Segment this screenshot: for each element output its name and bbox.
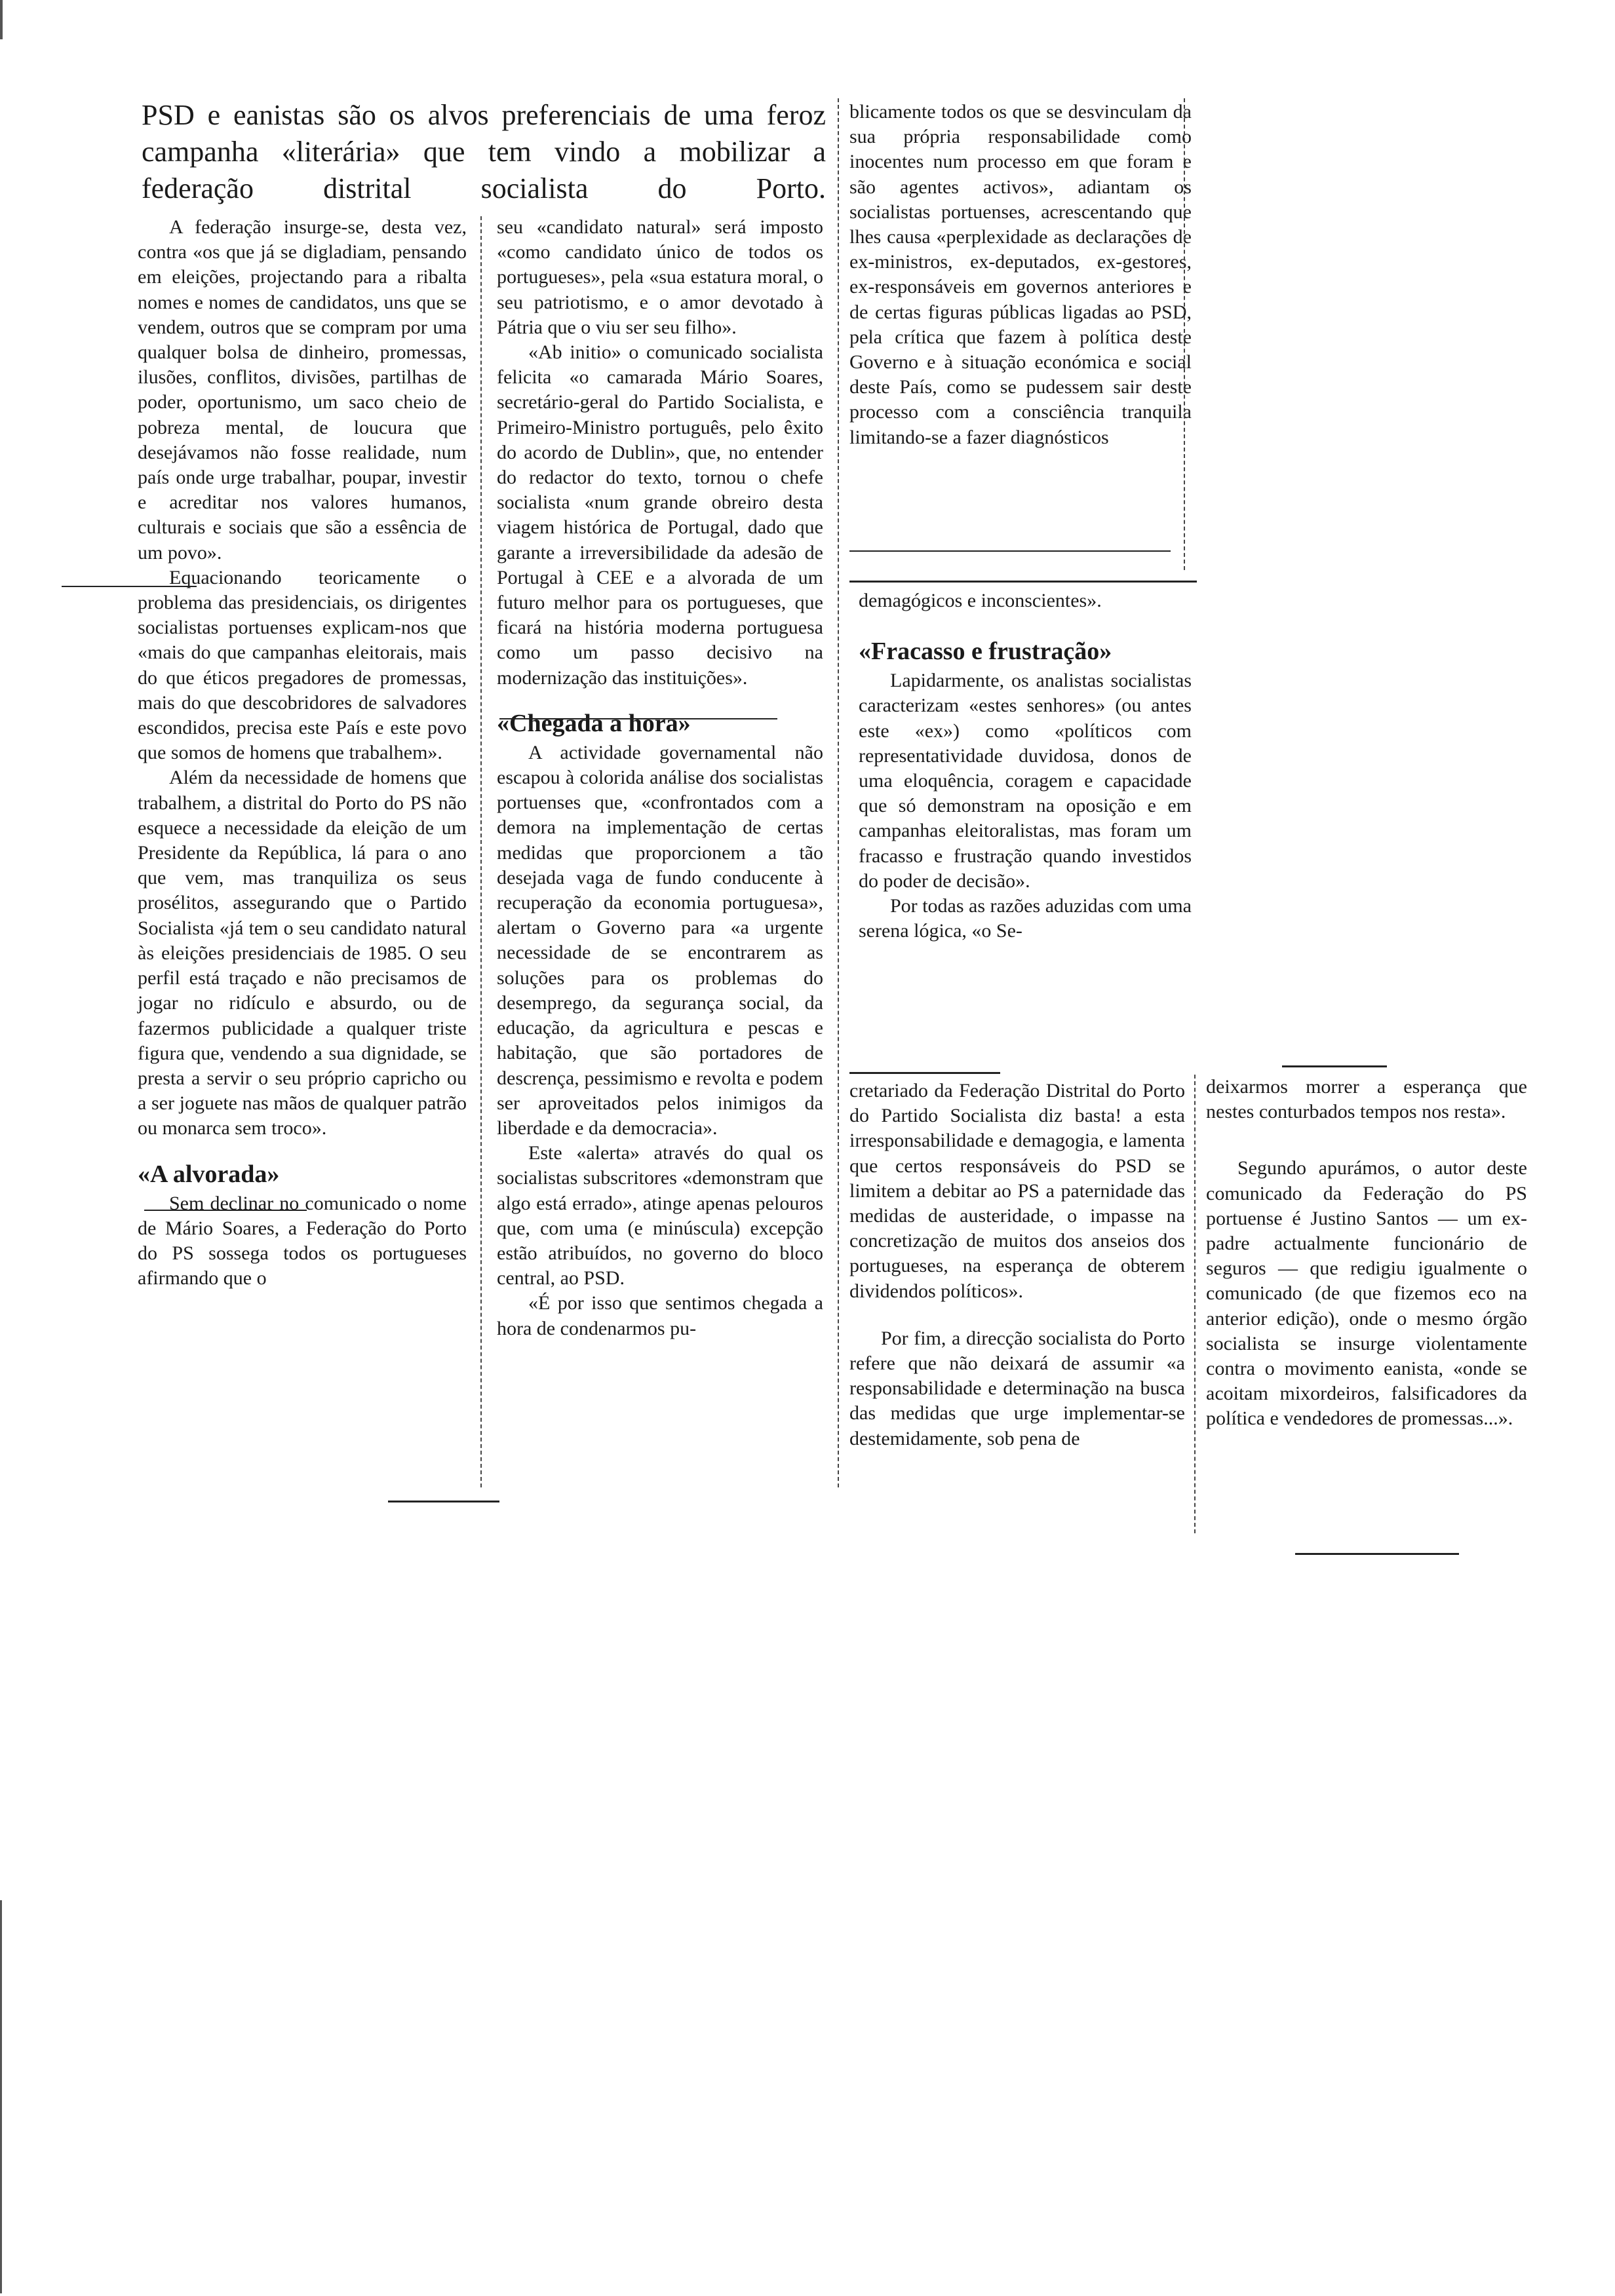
separator-rule <box>849 1072 1000 1074</box>
scan-edge-mark <box>0 0 3 39</box>
paragraph: A federação insurge-se, desta vez, contra «os que já se digladiam, pensando em eleições, projectando para a ribalta nomes e nomes de candidatos, uns que se vendem, outros que se compram por uma qualquer bolsa de dinheiro, promessas, ilusões, conflitos, divisões, partilhas de poder, oportunismo, um saco cheio de pobreza mental, de loucura que desejávamos não fosse realidade, num país onde urge trabalhar, poupar, investir e acreditar nos valores humanos, culturais e sociais que são a essência de um povo». <box>138 216 467 564</box>
paragraph: demagógicos e inconscientes». <box>859 590 1102 611</box>
article-column-3 <box>849 100 1192 450</box>
column-rule <box>1184 98 1185 570</box>
scan-edge-mark <box>0 1900 2 2293</box>
pen-underline-mark <box>62 586 197 587</box>
separator-rule <box>849 581 1197 583</box>
paragraph: Além da necessidade de homens que trabalhem, a distrital do Porto do PS não esquece a necessidade da eleição de um Presidente da República, lá para o ano que vem, mas tranquiliza os seus prosélitos, assegurando que o Partido Socialista «já tem o seu candidato natural às eleições presidenciais de 1985. O seu perfil está traçado e não precisamos de jogar no ridículo e absurdo, ou de fazermos publicidade a qualquer triste figura que, vendendo a sua dignidade, se presta a servir o seu próprio capricho ou a ser joguete nas mãos de qualquer patrão ou monarca sem troco». <box>138 767 467 1139</box>
paragraph: Este «alerta» através do qual os socialistas subscritores «demonstram que algo está errado», atinge apenas pelouros que, com uma (e minúscula) excepção estão atribuídos, no governo do bloco central, ao PSD. <box>497 1142 823 1290</box>
pen-underline-mark <box>849 550 1171 552</box>
separator-rule <box>388 1501 499 1502</box>
separator-rule <box>1282 1065 1387 1067</box>
headline: PSD e eanistas são os alvos preferenciais de uma feroz campanha «literária» que tem vindo a mobilizar a federação distrital socialista do Porto. <box>142 99 826 204</box>
paragraph: cretariado da Federação Distrital do Porto do Partido Socialista diz basta! a esta irresponsabilidade e demagogia, e lamenta que certos responsáveis do PSD se limitem a debitar ao PS a paternidade das medidas de austeridade, o impasse na concretização de muitos dos anseios dos portugueses, na esperança de obterem dividendos políticos». <box>849 1080 1185 1302</box>
paragraph: Equacionando teoricamente o problema das presidenciais, os dirigentes socialistas portuenses explicam-nos que «mais do que campanhas eleitorais, mais do que éticos pregadores de promessas, mais do que descobridores de salvadores escondidos, precisa este País e este povo que somos de homens que trabalhem». <box>138 566 467 764</box>
paragraph: Lapidarmente, os analistas socialistas caracterizam «estes senhores» (ou antes este «ex») como «políticos com representatividade duvidosa, donos de uma eloquência, coragem e capacidade que só demonstram na oposição e em campanhas eleitoralistas, mas foram um fracasso e frustração quando investidos do poder de decisão». <box>859 670 1192 892</box>
column-rule <box>838 98 839 1487</box>
paragraph: blicamente todos os que se desvinculam da sua própria responsabilidade como inocentes num processo em que foram e são agentes activos», adiantam os socialistas portuenses, acrescentando que lhes causa «perplexidade as declarações de ex-ministros, ex-deputados, ex-gestores, ex-responsáveis em governos anteriores e de certas figuras públicas ligadas ao PSD, pela crítica que fazem à política deste Governo e à situação económica e social deste País, como se pudessem sair deste processo com a consciência tranquila limitando-se a fazer diagnósticos <box>849 101 1192 448</box>
article-column-4 <box>1206 1075 1527 1432</box>
column-rule <box>480 216 482 1487</box>
paragraph: Segundo apurámos, o autor deste comunicado da Federação do PS portuense é Justino Santos — um ex-padre actualmente funcionário de seguros — que redigiu igualmente o comunicado (de que fizemos eco na anterior edição), onde o mesmo órgão socialista se insurge violentamente contra o movimento eanista, «onde se acoitam mixordeiros, falsificadores da política e vendedores de promessas...». <box>1206 1157 1527 1430</box>
subheading-chegada-a-hora: «Chegada a hora» <box>497 709 691 737</box>
paragraph: deixarmos morrer a esperança que nestes conturbados tempos nos resta». <box>1206 1076 1527 1123</box>
paragraph: «É por isso que sentimos chegada a hora de condenarmos pu- <box>497 1292 823 1339</box>
pen-underline-mark <box>144 1210 307 1211</box>
paragraph: Por todas as razões aduzidas com uma serena lógica, «o Se- <box>859 895 1192 942</box>
paragraph: Por fim, a direcção socialista do Porto refere que não deixará de assumir «a responsabilidade e determinação na busca das medidas que urge implementar-se destemidamente, sob pena de <box>849 1327 1185 1449</box>
pen-underline-mark <box>499 718 777 719</box>
article-column-2 <box>497 215 823 1341</box>
subheading-a-alvorada: «A alvorada» <box>138 1160 280 1188</box>
paragraph: Sem declinar no comunicado o nome de Mário Soares, a Federação do Porto do PS sossega todos os portugueses afirmando que o <box>138 1192 467 1290</box>
paragraph: «Ab initio» o comunicado socialista felicita «o camarada Mário Soares, secretário-geral do Partido Socialista, e Primeiro-Ministro português, pelo êxito do acordo de Dublin», que, no entender do redactor do texto, tornou o chefe socialista «num grande obreiro desta viagem histórica de Portugal, dado que garante a irreversibilidade da adesão de Portugal à CEE e a alvorada de um futuro melhor para os portugueses, que ficará na história moderna portuguesa como um passo decisivo na modernização das instituições». <box>497 341 823 689</box>
article-column-1 <box>138 215 467 1291</box>
column-rule <box>1194 1075 1196 1533</box>
paragraph: A actividade governamental não escapou à colorida análise dos socialistas portuenses que, «confrontados com a demora na implementação de certas medidas que proporcionem a tão desejada vaga de fundo conducente à recuperação da economia portuguesa», alertam o Governo para «a urgente necessidade de se encontrarem as soluções para os problemas do desemprego, da segurança social, da educação, da agricultura e pescas e habitação, que são portadores de descrença, pessimismo e revolta e podem ser aproveitados pelos inimigos da liberdade e da democracia». <box>497 741 823 1139</box>
article-column-3-continued <box>859 588 1192 944</box>
article-column-3-lower <box>849 1079 1185 1451</box>
subheading-fracasso-e-frustracao: «Fracasso e frustração» <box>859 638 1112 666</box>
paragraph: seu «candidato natural» será imposto «como candidato único de todos os portugueses», pela «sua estatura moral, o seu patriotismo, e o amor devotado à Pátria que o viu ser seu filho». <box>497 216 823 338</box>
separator-rule <box>1295 1553 1459 1555</box>
